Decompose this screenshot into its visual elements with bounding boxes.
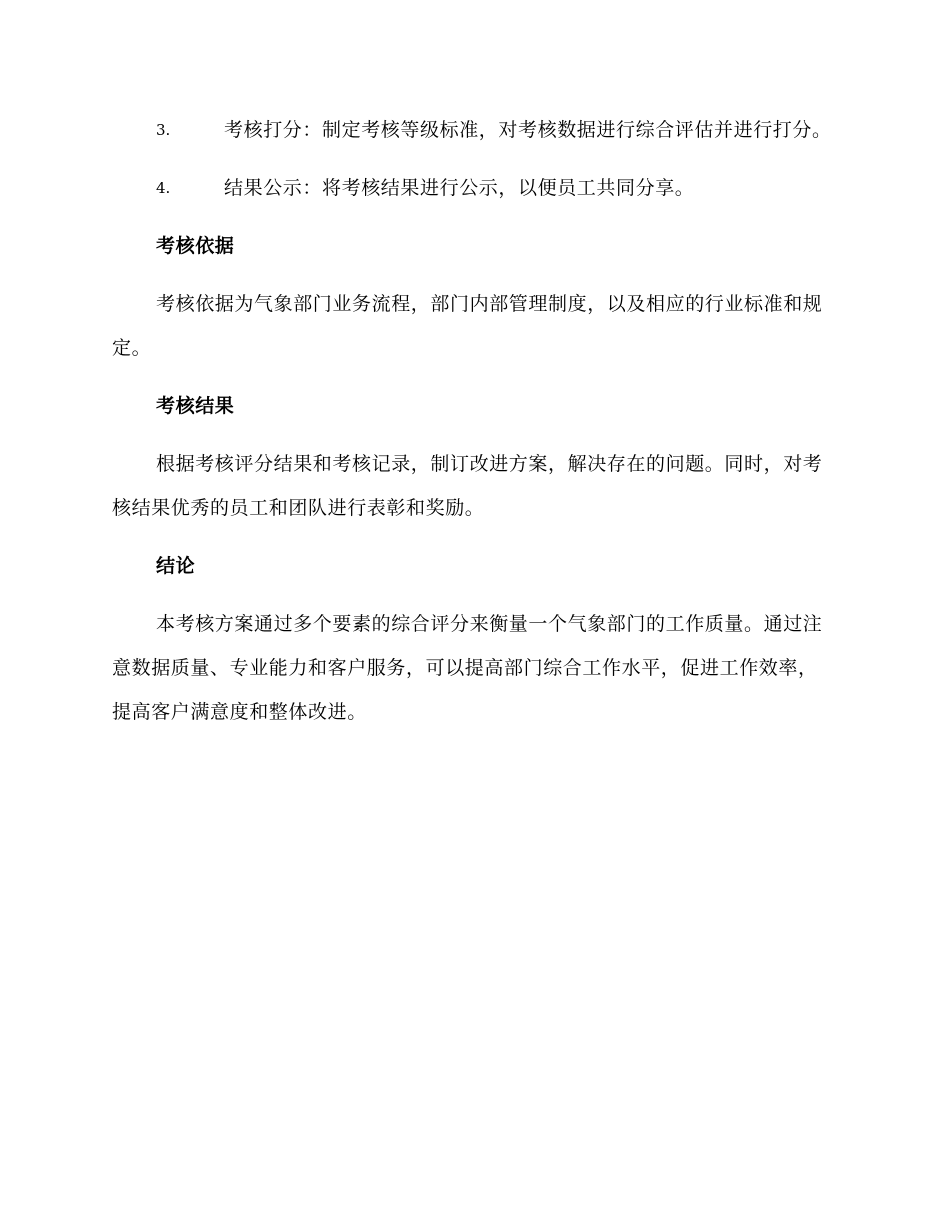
list-item-4 bbox=[112, 166, 834, 210]
list-number: 4. bbox=[156, 179, 171, 197]
section-heading-basis: 考核依据 bbox=[156, 235, 235, 257]
list-item-text: 考核打分：制定考核等级标准，对考核数据进行综合评估并进行打分。 bbox=[224, 119, 832, 141]
section-paragraph-basis: 考核依据为气象部门业务流程，部门内部管理制度，以及相应的行业标准和规定。 bbox=[112, 293, 823, 359]
section-paragraph-results: 根据考核评分结果和考核记录，制订改进方案，解决存在的问题。同时，对考核结果优秀的员工和团队进行表彰和奖励。 bbox=[112, 453, 823, 519]
list-number: 3. bbox=[156, 121, 171, 139]
section-heading-results: 考核结果 bbox=[156, 395, 235, 417]
list-item-text: 结果公示：将考核结果进行公示，以便员工共同分享。 bbox=[224, 177, 695, 199]
list-item-3 bbox=[112, 108, 834, 152]
document-body bbox=[112, 108, 834, 748]
section-paragraph-conclusion: 本考核方案通过多个要素的综合评分来衡量一个气象部门的工作质量。通过注意数据质量、专业能力和客户服务，可以提高部门综合工作水平，促进工作效率，提高客户满意度和整体改进。 bbox=[112, 613, 823, 723]
section-heading-conclusion: 结论 bbox=[156, 555, 196, 577]
